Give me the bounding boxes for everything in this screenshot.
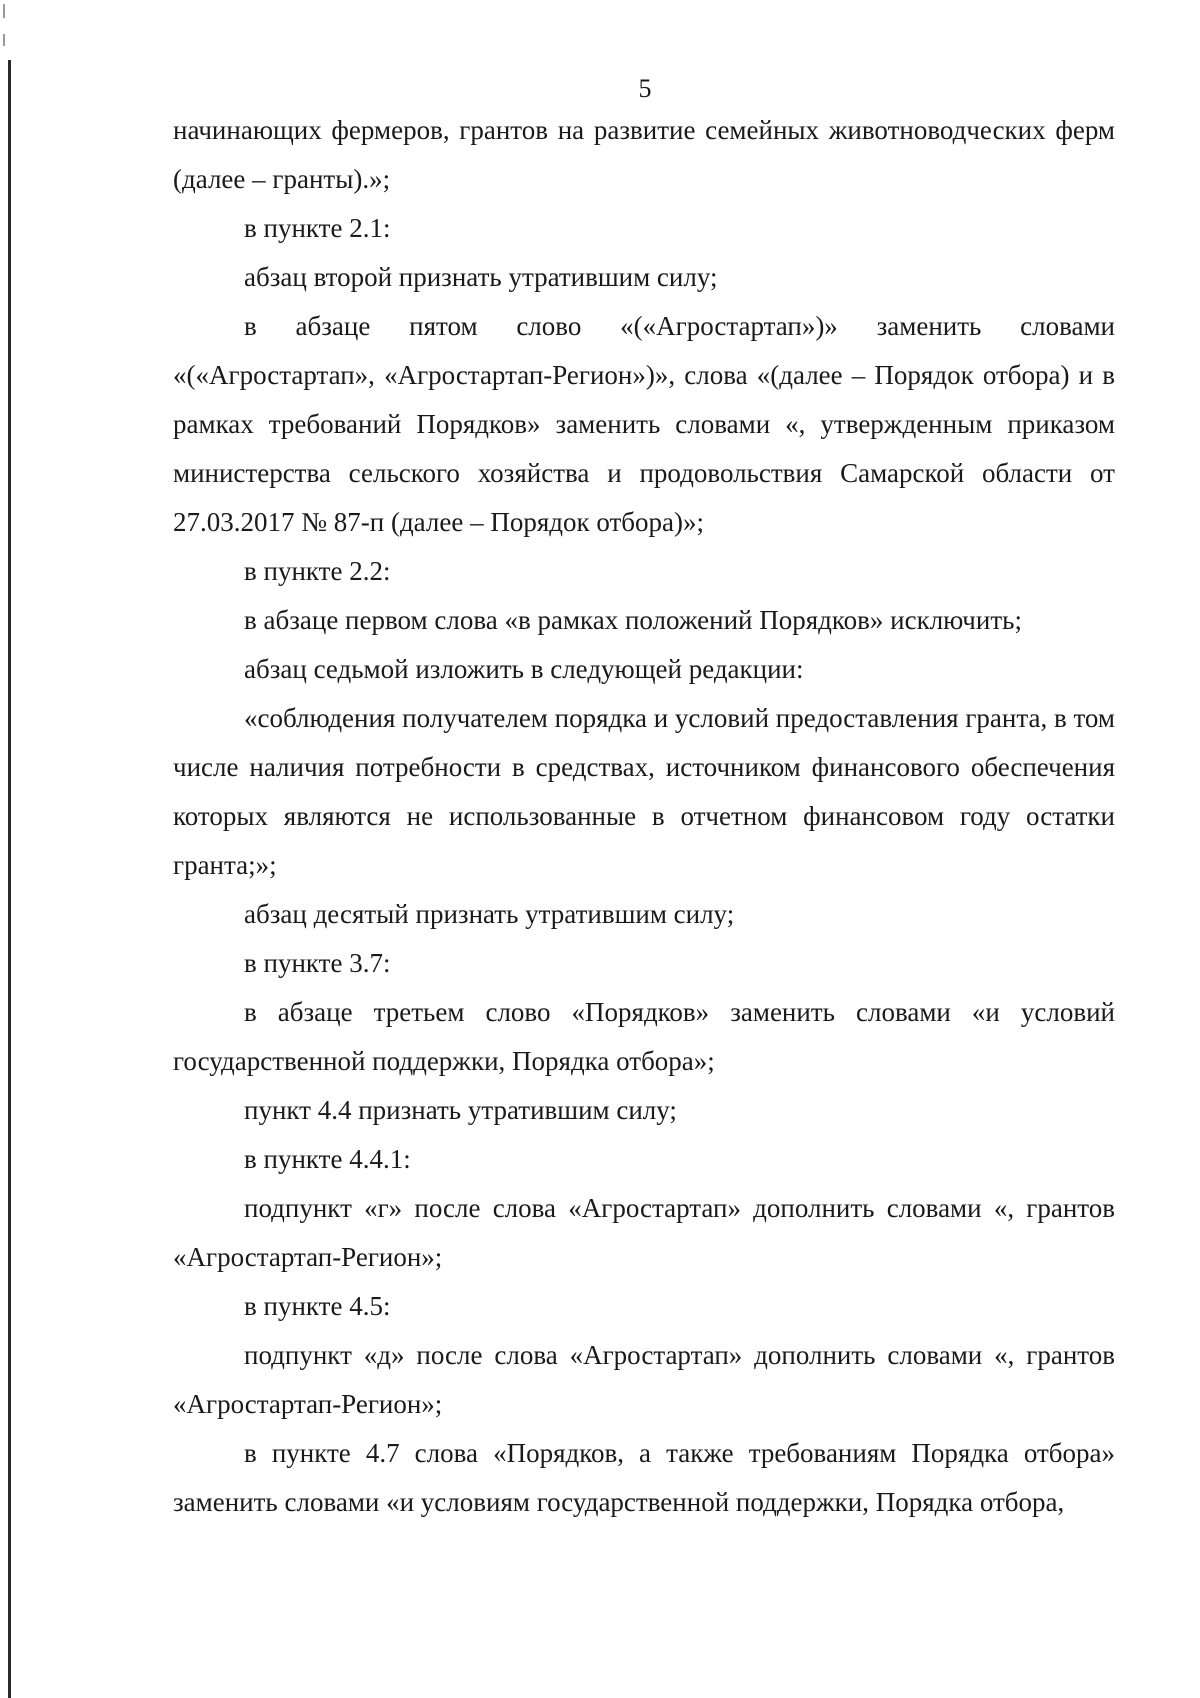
paragraph: подпункт «д» после слова «Агростартап» дополнить словами «, грантов «Агростартап-Регион»; bbox=[173, 1340, 1115, 1419]
paragraph: начинающих фермеров, грантов на развитие семейных животноводческих ферм (далее – гранты).»; bbox=[173, 115, 1115, 194]
scan-mark-second bbox=[3, 34, 5, 46]
paragraph: в пункте 3.7: bbox=[244, 948, 391, 978]
paragraph: абзац десятый признать утратившим силу; bbox=[244, 899, 735, 929]
paragraph: пункт 4.4 признать утратившим силу; bbox=[244, 1095, 677, 1125]
paragraph: подпункт «г» после слова «Агростартап» дополнить словами «, грантов «Агростартап-Регион»; bbox=[173, 1193, 1115, 1272]
paragraph: в абзаце третьем слово «Порядков» заменить словами «и условий государственной поддержки, Порядка отбора»; bbox=[173, 997, 1115, 1076]
paragraph: в пункте 2.2: bbox=[244, 556, 391, 586]
paragraph: в пункте 4.7 слова «Порядков, а также требованиям Порядка отбора» заменить словами «и условиям государственной поддержки, Порядка отбора, bbox=[173, 1438, 1115, 1517]
paragraph: в абзаце пятом слово «(«Агростартап»)» заменить словами «(«Агростартап», «Агростартап-Регион»)», слова «(далее – Порядок отбора) и в рамках требований Порядков» заменить словами «, утвержденным приказом министерства сельского хозяйства и продовольствия Самарской области от 27.03.2017 № 87-п (далее – Порядок отбора)»; bbox=[173, 311, 1115, 537]
paragraph: абзац седьмой изложить в следующей редакции: bbox=[244, 654, 804, 684]
document-body bbox=[173, 106, 1115, 1527]
scan-left-edge bbox=[8, 60, 11, 1698]
paragraph: в абзаце первом слова «в рамках положений Порядков» исключить; bbox=[244, 605, 1022, 635]
paragraph: в пункте 4.4.1: bbox=[244, 1144, 411, 1174]
paragraph: абзац второй признать утратившим силу; bbox=[244, 262, 718, 292]
paragraph: в пункте 2.1: bbox=[244, 213, 391, 243]
paragraph: «соблюдения получателем порядка и условий предоставления гранта, в том числе наличия потребности в средствах, источником финансового обеспечения которых являются не использованные в отчетном финансовом году остатки гранта;»; bbox=[173, 703, 1115, 880]
paragraph: в пункте 4.5: bbox=[244, 1291, 391, 1321]
page-number: 5 bbox=[638, 74, 652, 103]
scan-mark-top bbox=[3, 4, 5, 18]
